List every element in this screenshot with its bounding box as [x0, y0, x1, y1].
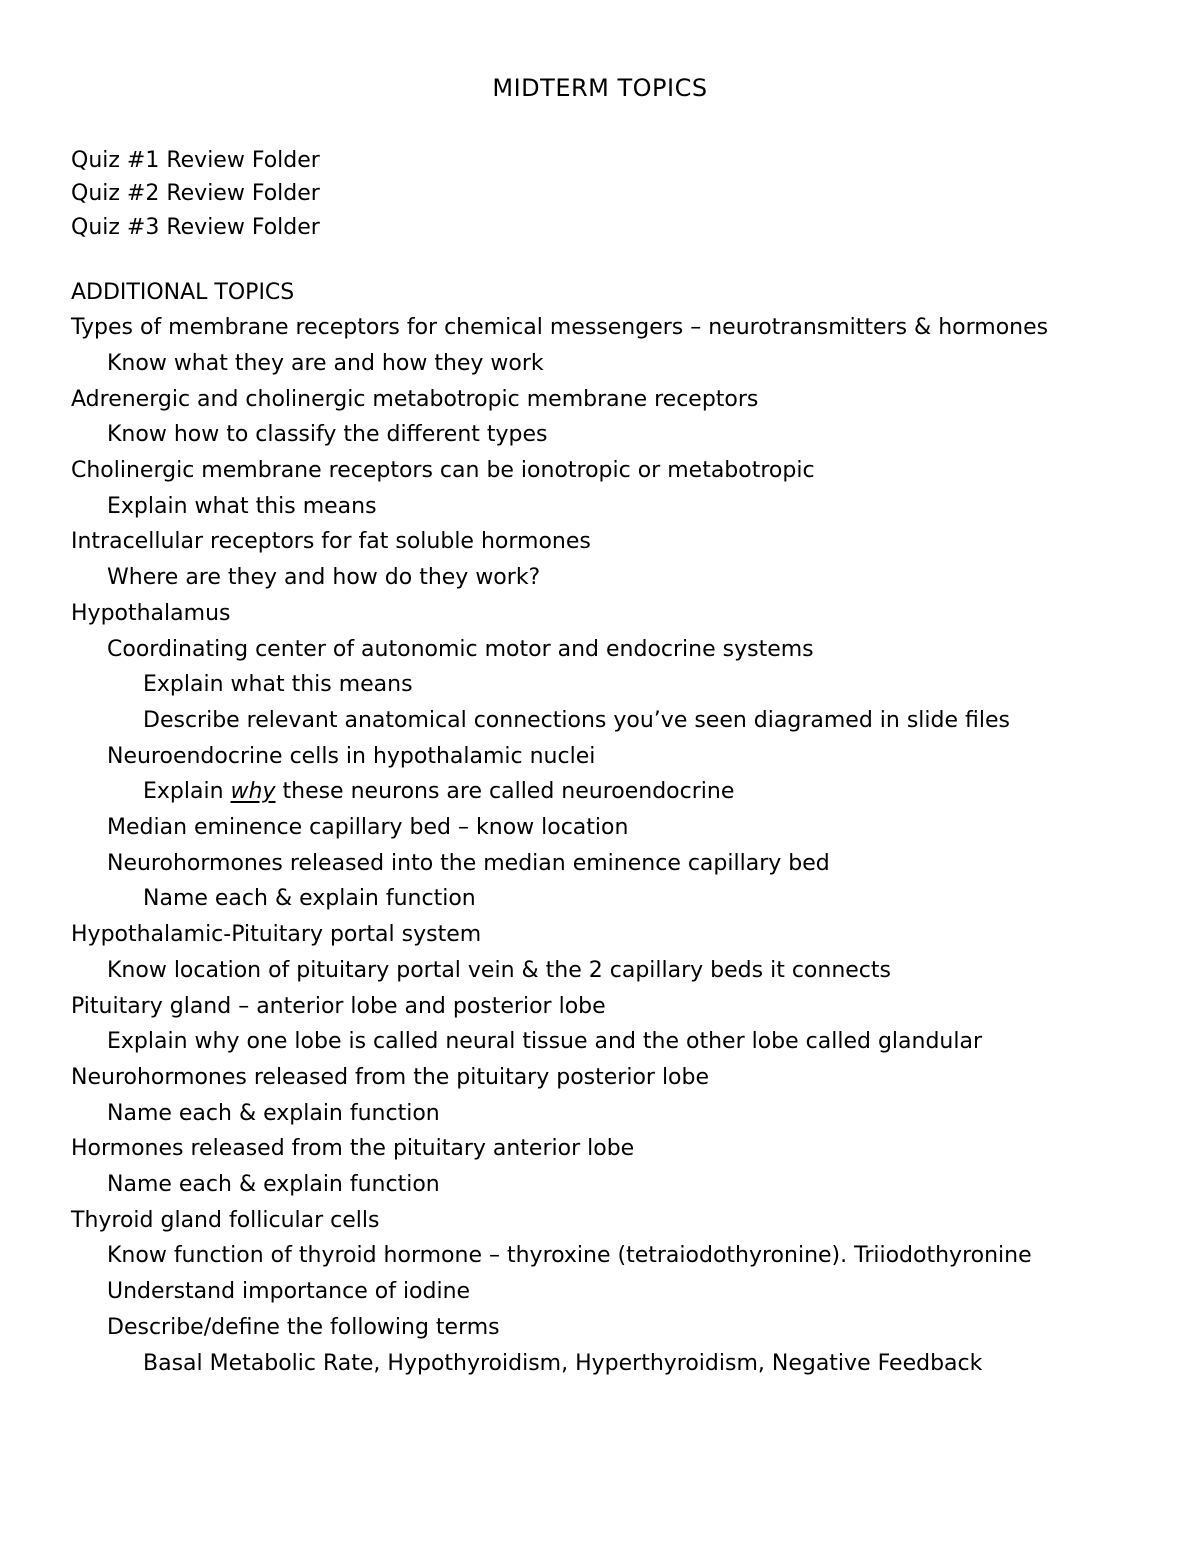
topic-subline: Median eminence capillary bed – know location — [107, 815, 629, 840]
quiz-folder-2: Quiz #2 Review Folder — [71, 181, 320, 206]
topic-subline: Understand importance of iodine — [107, 1279, 471, 1304]
additional-topics-heading: ADDITIONAL TOPICS — [71, 280, 295, 305]
topic-line: Hypothalamus — [71, 601, 231, 626]
topic-subline: Describe/define the following terms — [107, 1315, 500, 1340]
topic-subline: Explain what this means — [107, 494, 377, 519]
topic-line: Neurohormones released from the pituitary posterior lobe — [71, 1065, 710, 1090]
topic-line: Hypothalamic-Pituitary portal system — [71, 922, 482, 947]
topic-line: Types of membrane receptors for chemical messengers – neurotransmitters & hormones — [71, 315, 1049, 340]
quiz-folder-1: Quiz #1 Review Folder — [71, 148, 320, 173]
topic-subsubline — [143, 777, 734, 807]
topic-line: Adrenergic and cholinergic metabotropic membrane receptors — [71, 387, 759, 412]
topic-subline: Know what they are and how they work — [107, 351, 544, 376]
quiz-folder-3: Quiz #3 Review Folder — [71, 215, 320, 240]
page-title: MIDTERM TOPICS — [492, 74, 708, 102]
topic-line: Thyroid gland follicular cells — [71, 1208, 380, 1233]
topic-subline: Name each & explain function — [107, 1101, 440, 1126]
topic-subline: Name each & explain function — [107, 1172, 440, 1197]
topic-subline: Know location of pituitary portal vein & the 2 capillary beds it connects — [107, 958, 891, 983]
topic-subsubline: Explain what this means — [143, 672, 413, 697]
topic-subline: Know function of thyroid hormone – thyroxine (tetraiodothyronine). Triiodothyronine — [107, 1243, 1032, 1268]
topic-line: Intracellular receptors for fat soluble hormones — [71, 529, 591, 554]
topic-subline: Neuroendocrine cells in hypothalamic nuclei — [107, 744, 596, 769]
topic-subline: Where are they and how do they work? — [107, 565, 541, 590]
topic-subline: Explain why one lobe is called neural tissue and the other lobe called glandular — [107, 1029, 983, 1054]
topic-subsubline: Name each & explain function — [143, 886, 476, 911]
topic-line: Hormones released from the pituitary anterior lobe — [71, 1136, 635, 1161]
topic-subline: Know how to classify the different types — [107, 422, 548, 447]
topic-subline: Neurohormones released into the median eminence capillary bed — [107, 851, 830, 876]
emphasized-why: why — [230, 779, 276, 804]
topic-subsubline: Describe relevant anatomical connections you’ve seen diagramed in slide files — [143, 708, 1010, 733]
topic-line: Pituitary gland – anterior lobe and posterior lobe — [71, 994, 606, 1019]
topic-line: Cholinergic membrane receptors can be ionotropic or metabotropic — [71, 458, 815, 483]
topic-subline: Coordinating center of autonomic motor and endocrine systems — [107, 637, 814, 662]
topic-subsubline: Basal Metabolic Rate, Hypothyroidism, Hyperthyroidism, Negative Feedback — [143, 1351, 983, 1376]
explain-prefix: Explain — [143, 779, 231, 804]
explain-suffix: these neurons are called neuroendocrine — [275, 779, 735, 804]
